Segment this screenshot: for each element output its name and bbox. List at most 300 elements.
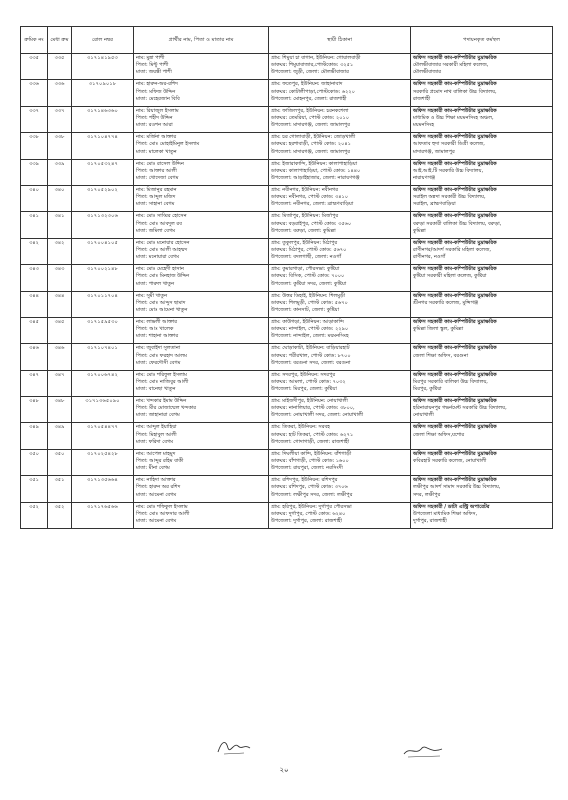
table-row <box>21 291 553 317</box>
roll-cell <box>72 80 134 106</box>
name-cell-line: মাতা: রওশন আরা <box>136 122 173 129</box>
name-cell-line: পিতা: মোঃ আলী আহম্মদ <box>136 246 188 253</box>
name-cell-line: নাম: লাভলী আক্তার <box>136 318 178 325</box>
post-cell <box>411 502 553 528</box>
name-cell-line: পিতা: মফিজ উদ্দিন <box>136 88 176 95</box>
name-cell <box>134 502 269 528</box>
post-cell <box>411 291 553 317</box>
candidate-table <box>20 26 553 529</box>
post-cell-line: আই.আই.টি সরকারি উচ্চ বিদ্যালয়, <box>413 167 484 174</box>
serial-cell-line: ৩৪৬ <box>29 345 39 352</box>
address-cell-line: ডাকঘর: হাট তিকরা, পোস্ট কোড: ৬২৭১ <box>271 431 354 438</box>
serial-cell-line: ৩৩৯ <box>29 160 39 167</box>
roll-cell <box>72 344 134 370</box>
name-cell-line: পিতা: মোঃ আবদুল রব <box>136 220 182 227</box>
address-cell-line: ডাকঘর: কোটালীপাড়া,পোস্টকোড: ৬২২০ <box>271 88 355 95</box>
address-cell-line: ডাকঘর: নবীনগর, পোস্ট কোড: ৩৪১০ <box>271 194 349 201</box>
merit-cell-line: ৩৪৯ <box>54 424 65 431</box>
name-cell <box>134 185 269 211</box>
post-cell-line: অফিস সহকারী / ডাটা এন্ট্রি অপারেটর <box>413 503 490 510</box>
table-row <box>21 80 553 106</box>
name-cell-line: নাম: রিয়াজুল ইসলাম <box>136 107 179 114</box>
serial-cell <box>21 344 48 370</box>
serial-cell-line: ৩৪২ <box>29 239 39 246</box>
address-cell-line: গ্রাম: চর গোলাবাড়ী, ইউনিয়ন: জোড়খালী <box>271 134 356 141</box>
address-cell-line: ডাকঘর: মিঠাপুর, পোস্ট কোড: ৫৬৭০ <box>271 246 347 253</box>
address-cell-line: ডাকঘর: বিসিক, পোস্ট কোড: ৭০০০ <box>271 273 345 280</box>
header-post: পদায়নকৃত কর্মস্থল <box>411 27 553 54</box>
table-row <box>21 397 553 423</box>
serial-cell <box>21 291 48 317</box>
merit-cell-line: ৩৪৪ <box>54 292 65 299</box>
serial-cell-line: ৩৩৬ <box>29 81 39 88</box>
post-cell-line: রাজশাহী <box>413 95 431 102</box>
name-cell-line: পিতা: মিহাবুল আলী <box>136 431 177 438</box>
post-cell-line: মাদারগঞ্জ, জামালপুর <box>413 148 455 155</box>
address-cell-line: উপজেলা: রায়পুরা, জেলা: নরসিংদী <box>271 465 343 472</box>
serial-cell-line: ৩৪৮ <box>29 398 39 405</box>
merit-cell <box>48 502 72 528</box>
name-cell-line: নাম: মিজানুর রহমান <box>136 186 177 193</box>
name-cell-line: নাম: আব্দুল ইয়াহিয়া <box>136 424 177 431</box>
name-cell-line: পিতা: আঃ খালেক <box>136 326 174 333</box>
address-cell-line: উপজেলা: মোহনপুর, জেলা: রাজশাহী <box>271 95 347 102</box>
serial-cell <box>21 185 48 211</box>
post-cell-line: রাণীনগর, নওগাঁ <box>413 254 446 261</box>
post-cell <box>411 133 553 159</box>
name-cell <box>134 476 269 502</box>
address-cell-line: ডাকঘর: তেমরিয়া, পোস্ট কোড: ২০১০ <box>271 114 349 121</box>
name-cell-line: নাম: আপেল মাহমুদ <box>136 450 176 457</box>
address-cell-line: উপজেলা: লক্ষীপুর সদর, জেলা: লক্ষীপুর <box>271 491 353 498</box>
post-cell-line: অফিস সহকারী কাম-কম্পিউটার মুদ্রাক্ষরিক <box>413 345 497 352</box>
address-cell-line: উপজেলা: বরগুনা সদর, জেলা: বরগুনা <box>271 359 351 366</box>
serial-cell-line: ৩৩৭ <box>29 107 39 114</box>
post-cell-line: অফিস সহকারী কাম-কম্পিউটার মুদ্রাক্ষরিক <box>413 477 497 484</box>
table-row <box>21 449 553 475</box>
post-cell-line: ময়মনসিংহ <box>413 122 434 129</box>
post-cell <box>411 185 553 211</box>
roll-cell-line: ৩১৭১৩২৩০৬ <box>86 213 119 220</box>
name-cell <box>134 133 269 159</box>
name-cell-line: মাতা: জমিলা বেগম <box>136 227 176 234</box>
address-cell-line: ডাকঘর: নানালিয়ার, পোস্ট কোড: ৩৮০০, <box>271 405 355 412</box>
name-cell-line: পিতা: মোঃ নাজিবুর আলী <box>136 378 189 385</box>
serial-cell <box>21 397 48 423</box>
table-header-row <box>21 27 553 54</box>
merit-cell <box>48 317 72 343</box>
roll-cell-line: ৩১৭১০৪৭৭৪ <box>86 134 119 141</box>
table-row <box>21 476 553 502</box>
roll-cell-line: ৩১৭১৭৬৫৬৬ <box>86 503 119 510</box>
post-cell-line: রাণীনগর/আদর্শ সরকারি মহিলা কলেজ, <box>413 246 492 253</box>
roll-cell-line: ৩১৭১৩৬৫০৯০ <box>85 398 120 405</box>
post-cell-line: সদর, লক্ষীপুর <box>413 491 441 498</box>
serial-cell <box>21 238 48 264</box>
address-cell <box>269 291 411 317</box>
address-cell-line: উপজেলা: নোয়াখালী সদর, জেলা: নোয়াখালী <box>271 412 364 419</box>
table-row <box>21 423 553 449</box>
name-cell-line: মাতা: খোদেজা বেগম <box>136 174 179 181</box>
post-cell-line: অফিস সহকারী কাম-কম্পিউটার মুদ্রাক্ষরিক <box>413 266 497 273</box>
post-cell-line: শ্রীনগর সরকারি কলেজ, মুন্সিগঞ্জ <box>413 299 479 306</box>
serial-cell-line: ৩৫১ <box>29 477 39 484</box>
post-cell-line: বরুড়া সরকারী বালিকা উচ্চ বিদ্যালয়, বরুড়া, <box>413 220 502 227</box>
address-cell-line: উপজেলা: গোদাগাড়ী, জেলা: রাজশাহী <box>271 438 350 445</box>
address-cell-line: গ্রাম: মাইজদীপুর, ইউনিয়ন: নোয়াখালী <box>271 398 348 405</box>
address-cell-line: গ্রাম: কুমারগাড়া, পৌরসভা: কুষ্টিয়া <box>271 266 340 273</box>
roll-cell <box>72 54 134 80</box>
name-cell-line: মাতা: ফেরদৌসী বেগম <box>136 359 181 366</box>
merit-cell-line: ৩৪৩ <box>54 266 65 273</box>
serial-cell <box>21 449 48 475</box>
post-cell-line: মিরপুর সরকারি বালিকা উচ্চ বিদ্যালয়, <box>413 378 488 385</box>
post-cell-line: নোয়াখালী <box>413 412 434 419</box>
name-cell-line: নাম: মোঃ মেহেদী হাসান <box>136 266 184 273</box>
name-cell <box>134 449 269 475</box>
name-cell-line: মাতা: আমেনা বেগম <box>136 518 177 525</box>
name-cell-line: পিতা: মীর মোজাম্মেল খন্দকার <box>136 405 197 412</box>
post-cell-line: অফিস সহকারী কাম-কম্পিউটার মুদ্রাক্ষরিক <box>413 186 497 193</box>
serial-cell-line: ৩৪১ <box>29 213 39 220</box>
header-name: প্রার্থীর নাম, পিতা ও মাতার নাম <box>134 27 269 54</box>
serial-cell-line: ৩৪৩ <box>29 266 39 273</box>
post-cell-line: জেলা শিক্ষা অফিস, বরগুনা <box>413 352 469 359</box>
name-cell-line: নাম: নাহিদা আক্তার <box>136 477 176 484</box>
serial-cell <box>21 476 48 502</box>
serial-cell-line: ৩৪৭ <box>29 371 39 378</box>
merit-cell <box>48 80 72 106</box>
address-cell <box>269 502 411 528</box>
merit-cell-line: ৩৪১ <box>54 213 65 220</box>
name-cell <box>134 212 269 238</box>
name-cell-line: পিতা: মোঃ আব্দুস ছামাদ <box>136 299 186 306</box>
page-number: ২০ <box>279 766 289 774</box>
merit-cell-line: ৩৪০ <box>54 186 65 193</box>
merit-cell <box>48 238 72 264</box>
roll-cell <box>72 106 134 132</box>
table-row <box>21 370 553 396</box>
merit-cell <box>48 370 72 396</box>
roll-cell-line: ৩১৭০১১৭০৪ <box>86 292 119 299</box>
roll-cell <box>72 291 134 317</box>
name-cell-line: মাতা: জাহানারা বেগম <box>136 412 180 419</box>
post-cell-line: সরাইল, ব্রাহ্মণবাড়িয়া <box>413 201 456 208</box>
table-row <box>21 502 553 528</box>
roll-cell <box>72 317 134 343</box>
roll-cell <box>72 423 134 449</box>
address-cell-line: গ্রাম: ফতেপুর, ইউনিয়ন: জাহানাবাদ <box>271 81 343 88</box>
post-cell <box>411 423 553 449</box>
address-cell-line: গ্রাম: তিকরা, ইউনিয়ন: সরবহ <box>271 424 330 431</box>
post-cell <box>411 397 553 423</box>
serial-cell <box>21 265 48 291</box>
address-cell-line: উপজেলা: আড়াইহাজার, জেলা: নারায়ণগঞ্জ <box>271 174 360 181</box>
address-cell-line: গ্রাম: ফাজিলপুর, ইউনিয়ন: চরনকশেলা <box>271 107 349 114</box>
address-cell <box>269 317 411 343</box>
serial-cell <box>21 212 48 238</box>
roll-cell-line: ৩১৭১৫৯৫৩০ <box>86 318 119 325</box>
address-cell-line: গ্রাম: নবীনগর, ইউনিয়ন: নবীনগর <box>271 186 338 193</box>
roll-cell-line: ৩১৭১০৭৪০১ <box>86 345 119 352</box>
post-cell-line: অফিস সহকারী কাম-কম্পিউটার মুদ্রাক্ষরিক <box>413 81 497 88</box>
name-cell-line: পিতা: আক্তার আলী <box>136 167 177 174</box>
name-cell-line: নাম: সুমী খাতুন <box>136 292 168 299</box>
address-cell-line: গ্রাম: তুকুলপুর, ইউনিয়ন: মিঠাপুর <box>271 239 338 246</box>
address-cell <box>269 449 411 475</box>
post-cell-line: আফতাব হুদা সরকারী ডিগ্রী কলেজ, <box>413 141 485 148</box>
table-row <box>21 185 553 211</box>
table-row <box>21 159 553 185</box>
post-cell <box>411 370 553 396</box>
header-serial: ক্রমিক নং <box>21 27 48 54</box>
merit-cell <box>48 344 72 370</box>
post-cell-line: অফিস সহকারী কাম-কম্পিউটার মুদ্রাক্ষরিক <box>413 424 497 431</box>
name-cell-line: মাতা: ফরিদা বেগম <box>136 438 174 445</box>
post-cell-line: অফিস সহকারী কাম-কম্পিউটার মুদ্রাক্ষরিক <box>413 292 497 299</box>
post-cell-line: অফিস সহকারী কাম-কম্পিউটার মুদ্রাক্ষরিক <box>413 55 497 61</box>
address-cell-line: ডাকঘর: কালাপাহাড়িয়া, পোস্ট কোড: ১৪৪০ <box>271 167 361 174</box>
address-cell-line: ডাকঘর: শিলমুড়ী, পোস্ট কোড: ৫৬৭০ <box>271 299 348 306</box>
name-cell-line: মাতা: মোঃ আমেনা খাতুন <box>136 306 188 313</box>
address-cell-line: ডাকঘর: শিমুয়াবাজার,পোস্টকোড: ৩২৫১ <box>271 62 354 69</box>
address-cell <box>269 265 411 291</box>
roll-cell-line: ৩১৭০৯০১৮ <box>88 81 117 88</box>
post-cell <box>411 449 553 475</box>
name-cell <box>134 397 269 423</box>
serial-cell <box>21 54 48 80</box>
post-cell-line: অফিস সহকারী কাম-কম্পিউটার মুদ্রাক্ষরিক <box>413 239 497 246</box>
name-cell-line: নাম: খন্দকার ইমাম উদ্দিন <box>136 398 187 405</box>
address-cell <box>269 54 411 80</box>
address-cell-line: উপজেলা: মাদারগঞ্জ, জেলা: জামালপুর <box>271 148 350 155</box>
merit-cell-line: ৩৩৭ <box>54 107 65 114</box>
post-cell-line: অফিস সহকারী কাম-কম্পিউটার মুদ্রাক্ষরিক <box>413 318 497 325</box>
name-cell-line: পিতা: মিন্টু পাশী <box>136 62 169 69</box>
name-cell-line: পিতা: আব্দুর রহিম বাকী <box>136 458 184 465</box>
post-cell <box>411 212 553 238</box>
post-cell-line: কুমিল্লা <box>413 227 426 234</box>
post-cell <box>411 159 553 185</box>
roll-cell-line: ৩১৭১৪৬৩৬০ <box>86 107 119 114</box>
merit-cell-line: ৩৫১ <box>54 477 65 484</box>
name-cell-line: পিতা: শহীদ উদ্দিন <box>136 114 173 121</box>
address-cell-line: গ্রাম: শিমুয়া চা বাগান, ইউনিয়ন: গোয়ালবাড়ী <box>271 55 361 61</box>
roll-cell-line: ৩১৭১৩৫৬৬৪ <box>86 477 119 484</box>
post-cell-line: অফিস সহকারী কাম-কম্পিউটার মুদ্রাক্ষরিক <box>413 371 497 378</box>
name-cell-line: মাতা: পারুল খাতুন <box>136 280 175 287</box>
name-cell-line: নাম: মোঃ সাব্বির হোসেন <box>136 213 187 220</box>
table-row <box>21 106 553 132</box>
post-cell <box>411 80 553 106</box>
serial-cell-line: ৩৪৪ <box>29 292 39 299</box>
address-cell-line: ডাকঘর: বড়রাইপুর, পোস্ট কোড: ৩৫৬০ <box>271 220 352 227</box>
merit-cell-line: ৩৪২ <box>54 239 65 246</box>
roll-cell-line: ৩১৭০০৪১০৫ <box>86 239 119 246</box>
post-cell-line: কবিরহাট সরকারি কলেজ, নোয়াখালী <box>413 458 487 465</box>
post-cell <box>411 238 553 264</box>
post-cell-line: লক্ষীপুর আদর্শ সামাদ সরকারি উচ্চ বিদ্যালয়, <box>413 484 501 491</box>
merit-cell <box>48 291 72 317</box>
address-cell <box>269 212 411 238</box>
merit-cell-line: ৩৩৬ <box>54 81 65 88</box>
name-cell <box>134 265 269 291</box>
address-cell-line: উপজেলা: নান্দাইল, জেলা: ময়মনসিংহ <box>271 333 349 340</box>
roll-cell <box>72 212 134 238</box>
name-cell-line: পিতা: হারুন অর রশিদ <box>136 484 181 491</box>
address-cell-line: গ্রাম: কাউগড়া, ইউনিয়ন: আড়াকান্দি <box>271 318 344 325</box>
signature-right <box>400 740 446 760</box>
address-cell-line: উপজেলা: জুড়ী, জেলা: মৌলভীবাজার <box>271 69 349 76</box>
name-cell-line: নাম: মোঃ শরিফুল ইসলাম <box>136 371 187 378</box>
name-cell-line: নাম: মুন্না পাশী <box>136 55 165 61</box>
merit-cell-line: ৩৩৫ <box>54 55 65 61</box>
post-cell-line: হরিনারায়নপুর গভর্নমেন্ট সরকারি উচ্চ বিদ্যালয়, <box>413 405 507 412</box>
address-cell-line: উপজেলা: নবীনগর, জেলা: ব্রাহ্মণবাড়িয়া <box>271 201 354 208</box>
address-cell-line: উপজেলা: দুর্গাপুর, জেলা: রাজশাহী <box>271 518 342 525</box>
address-cell-line: উপজেলা: কানসাট, জেলা: কুষ্টিয়া <box>271 306 340 313</box>
address-cell-line: উপজেলা: বরুড়া, জেলা: কুমিল্লা <box>271 227 336 234</box>
post-cell-line: কুমিল্লা জিলা স্কুল, কুমিল্লা <box>413 326 464 333</box>
merit-cell-line: ৩৪৮ <box>54 398 65 405</box>
post-cell-line: অফিস সহকারী কাম-কম্পিউটার মুদ্রাক্ষরিক <box>413 160 497 167</box>
table-row <box>21 265 553 291</box>
roll-cell-line: ৩১৭০০২১৪৮ <box>86 266 119 273</box>
serial-cell-line: ৩৫২ <box>29 503 39 510</box>
merit-cell-line: ৩৫২ <box>54 503 65 510</box>
serial-cell-line: ৩৩৮ <box>29 134 39 141</box>
name-cell-line: মাতা: আমেনা বেগম <box>136 491 177 498</box>
post-cell-line: মৌলভীবাজার <box>413 69 442 76</box>
name-cell-line: পিতা: আব্দুল মজিদ <box>136 194 176 201</box>
merit-cell-line: ৩৩৯ <box>54 160 65 167</box>
roll-cell <box>72 238 134 264</box>
table-row <box>21 344 553 370</box>
roll-cell <box>72 449 134 475</box>
address-cell-line: ডাকঘর: নান্দাইল, পোস্ট কোড: ২২৯০ <box>271 326 349 333</box>
name-cell-line: মাতা: জয়ন্তী পাশী <box>136 69 172 76</box>
name-cell-line: মাতা: বানেছা খাতুন <box>136 386 176 393</box>
roll-cell <box>72 133 134 159</box>
post-cell-line: দুর্গাপুর, রাজশাহী <box>413 518 447 525</box>
name-cell-line: পিতা: মোঃ মোহাইমিনুল ইসলাম <box>136 141 200 148</box>
name-cell-line: মাতা: মীনা বেগম <box>136 465 170 472</box>
table-row <box>21 54 553 80</box>
name-cell-line: পিতা: মোঃ মিনহাজ উদ্দিন <box>136 273 190 280</box>
address-cell <box>269 423 411 449</box>
serial-cell <box>21 370 48 396</box>
serial-cell <box>21 133 48 159</box>
post-cell <box>411 265 553 291</box>
address-cell-line: গ্রাম: ঘোড়াকাটা, ইউনিয়ন: বাড়িয়ারহাট <box>271 345 350 352</box>
merit-cell-line: ৩৪৫ <box>54 318 65 325</box>
name-cell-line: মাতা: সাহানা বেগম <box>136 201 175 208</box>
name-cell-line: নাম: মোঃ মনোয়ার হোসেন <box>136 239 190 246</box>
merit-cell-line: ৩৪৬ <box>54 345 65 352</box>
roll-cell <box>72 502 134 528</box>
name-cell-line: মাতা: মালেকা খাতুন <box>136 148 177 155</box>
serial-cell <box>21 159 48 185</box>
merit-cell <box>48 106 72 132</box>
roll-cell-line: ৩১৭০৫৩২৪৭ <box>86 160 119 167</box>
header-merit: মেধা ক্রম <box>48 27 72 54</box>
merit-cell <box>48 449 72 475</box>
roll-cell-line: ৩১৭০২৫৪২৮ <box>86 450 119 457</box>
post-cell-line: অফিস সহকারী কাম-কম্পিউটার মুদ্রাক্ষরিক <box>413 213 497 220</box>
name-cell <box>134 370 269 396</box>
address-cell <box>269 106 411 132</box>
address-cell-line: ডাকঘর: হরশাবাড়ী, পোস্ট কোড: ২০৪১ <box>271 141 351 148</box>
post-cell-line: সরাইল অন্নদা সরকারী উচ্চ বিদ্যালয়, <box>413 194 486 201</box>
serial-cell <box>21 317 48 343</box>
address-cell-line: ডাকঘর: বাঁশগাড়ী, পোস্ট কোড: ১৬০০ <box>271 458 349 465</box>
roll-cell-line: ৩১৭১৪১৯৫৩ <box>86 55 119 61</box>
signature-left <box>214 736 254 758</box>
merit-cell <box>48 397 72 423</box>
roll-cell <box>72 397 134 423</box>
serial-cell-line: ৩৪০ <box>29 186 39 193</box>
post-cell <box>411 54 553 80</box>
roll-cell <box>72 476 134 502</box>
address-cell <box>269 133 411 159</box>
address-cell <box>269 397 411 423</box>
address-cell-line: গ্রাম: রশিদপুর, ইউনিয়ন: রশিদপুর <box>271 477 338 484</box>
name-cell-line: নাম: মোঃ শফিকুল ইসলাম <box>136 503 188 510</box>
roll-cell <box>72 370 134 396</box>
name-cell <box>134 159 269 185</box>
merit-cell <box>48 265 72 291</box>
address-cell <box>269 80 411 106</box>
name-cell-line: নাম: জুবাইদা সুলতানা <box>136 345 181 352</box>
name-cell <box>134 423 269 449</box>
address-cell <box>269 238 411 264</box>
post-cell-line: কুষ্টিয়া সরকারী মহিলা কলেজ, কুষ্টিয়া <box>413 273 487 280</box>
serial-cell-line: ৩৪৫ <box>29 318 39 325</box>
merit-cell-line: ৩৫০ <box>54 450 65 457</box>
address-cell-line: গ্রাম: সদরপুর, ইউনিয়ন: সদরপুর <box>271 371 336 378</box>
name-cell <box>134 344 269 370</box>
address-cell-line: ডাকঘর: পরীরখাল, পোস্ট কোড: ৮৭০০ <box>271 352 351 359</box>
name-cell <box>134 317 269 343</box>
name-cell <box>134 80 269 106</box>
table-row <box>21 133 553 159</box>
post-cell <box>411 344 553 370</box>
header-address: স্থায়ী ঠিকানা <box>269 27 411 54</box>
merit-cell-line: ৩৪৭ <box>54 371 65 378</box>
merit-cell <box>48 212 72 238</box>
name-cell <box>134 291 269 317</box>
address-cell-line: ডাকঘর: রশিদপুর, পোস্ট কোড: ৩৭০৬ <box>271 484 348 491</box>
merit-cell <box>48 476 72 502</box>
name-cell-line: পিতা: মোঃ আফসার আলী <box>136 510 190 517</box>
address-cell-line: গ্রাম: মির্জাপুর, ইউনিয়ন: মির্জাপুর <box>271 213 339 220</box>
address-cell-line: গ্রাম: উত্তর ডিহাই, ইউনিয়ন: শিলমুড়ী <box>271 292 346 299</box>
roll-cell <box>72 185 134 211</box>
table-row <box>21 212 553 238</box>
roll-cell <box>72 159 134 185</box>
serial-cell <box>21 80 48 106</box>
merit-cell <box>48 185 72 211</box>
post-cell-line: জেলা শিক্ষা অফিস,যশোর <box>413 431 465 438</box>
post-cell-line: অফিস সহকারী কাম-কম্পিউটার মুদ্রাক্ষরিক <box>413 107 497 114</box>
post-cell-line: অফিস সহকারী কাম-কম্পিউটার মুদ্রাক্ষরিক <box>413 134 497 141</box>
name-cell-line: নাম: হারুন-অর-রশিদ <box>136 81 178 88</box>
roll-cell-line: ৩১৭০৫২৯০২ <box>86 186 119 193</box>
address-cell-line: উপজেলা: মাদারগঞ্জ, জেলা: জামালপুর <box>271 122 350 129</box>
post-cell-line: অফিস সহকারী কাম-কম্পিউটার মুদ্রাক্ষরিক <box>413 398 497 405</box>
roll-cell-line: ৩১৭০৫৪৪৭৭ <box>86 424 119 431</box>
address-cell-line: উপজেলা: মিরপুর, জেলা: কুষ্টিয়া <box>271 386 337 393</box>
